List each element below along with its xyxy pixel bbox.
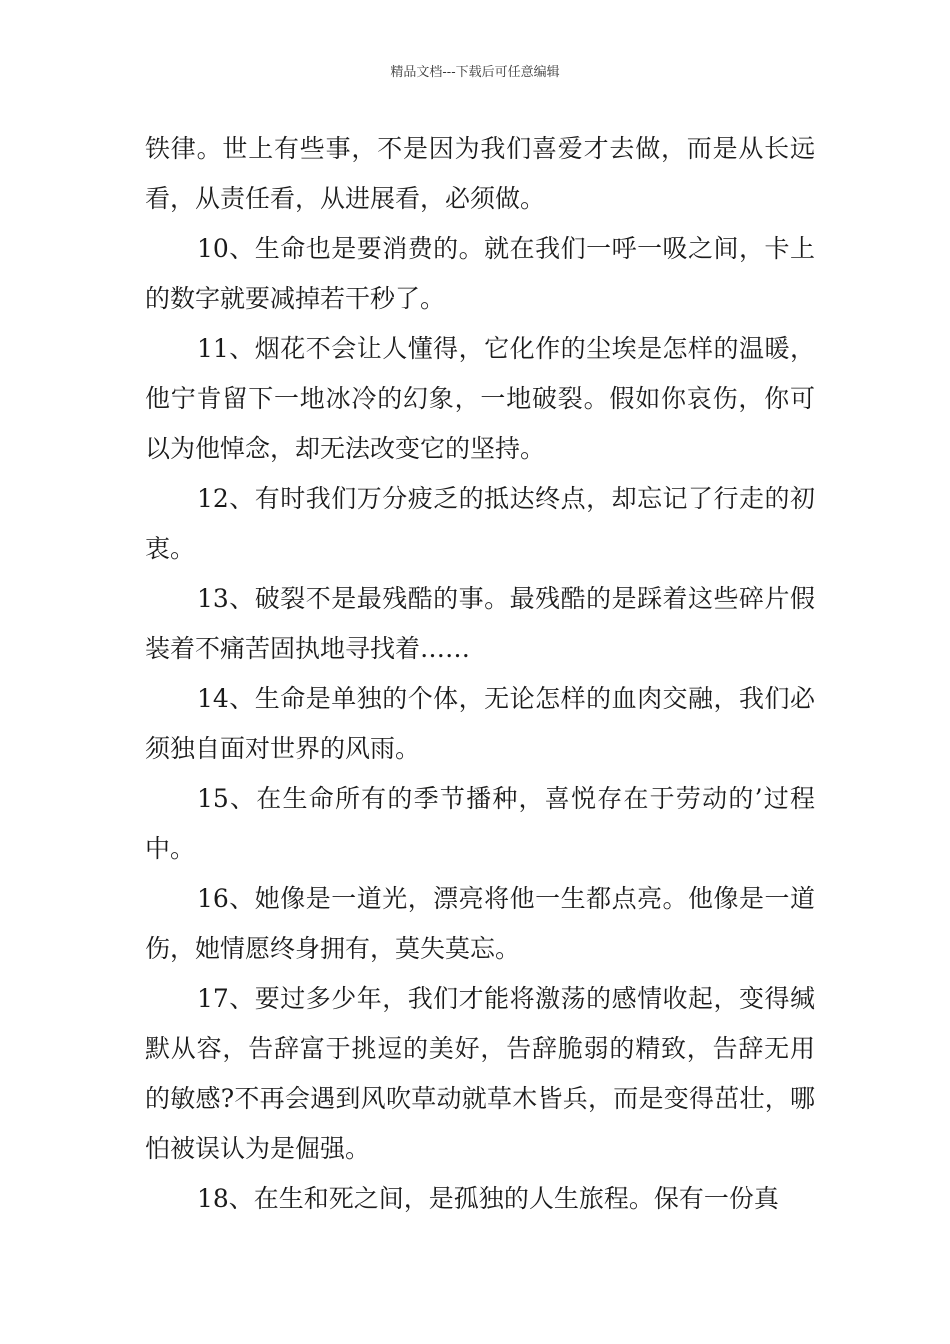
- paragraph: 15、在生命所有的季节播种，喜悦存在于劳动的’过程中。: [145, 784, 815, 863]
- paragraph: 10、生命也是要消费的。就在我们一呼一吸之间，卡上的数字就要减掉若干秒了。: [145, 234, 815, 313]
- paragraph: 14、生命是单独的个体，无论怎样的血肉交融，我们必须独自面对世界的风雨。: [145, 684, 815, 763]
- paragraph: 17、要过多少年，我们才能将激荡的感情收起，变得缄默从容，告辞富于挑逗的美好，告辞脆弱的精致，告辞无用的敏感?不再会遇到风吹草动就草木皆兵，而是变得茁壮，哪怕被误认为是倔强。: [145, 984, 815, 1163]
- paragraph: 11、烟花不会让人懂得，它化作的尘埃是怎样的温暖，他宁肯留下一地冰冷的幻象，一地破裂。假如你哀伤，你可以为他悼念，却无法改变它的坚持。: [145, 334, 815, 463]
- page-header: 精品文档---下载后可任意编辑: [390, 65, 560, 80]
- paragraph: 18、在生和死之间，是孤独的人生旅程。保有一份真: [197, 1184, 779, 1213]
- paragraph: 13、破裂不是最残酷的事。最残酷的是踩着这些碎片假装着不痛苦固执地寻找着……: [145, 584, 815, 663]
- document-body: [145, 124, 815, 1224]
- paragraph: 12、有时我们万分疲乏的抵达终点，却忘记了行走的初衷。: [145, 484, 815, 563]
- paragraph: 16、她像是一道光，漂亮将他一生都点亮。他像是一道伤，她情愿终身拥有，莫失莫忘。: [145, 884, 815, 963]
- paragraph: 铁律。世上有些事，不是因为我们喜爱才去做，而是从长远看，从责任看，从进展看，必须做。: [145, 134, 815, 213]
